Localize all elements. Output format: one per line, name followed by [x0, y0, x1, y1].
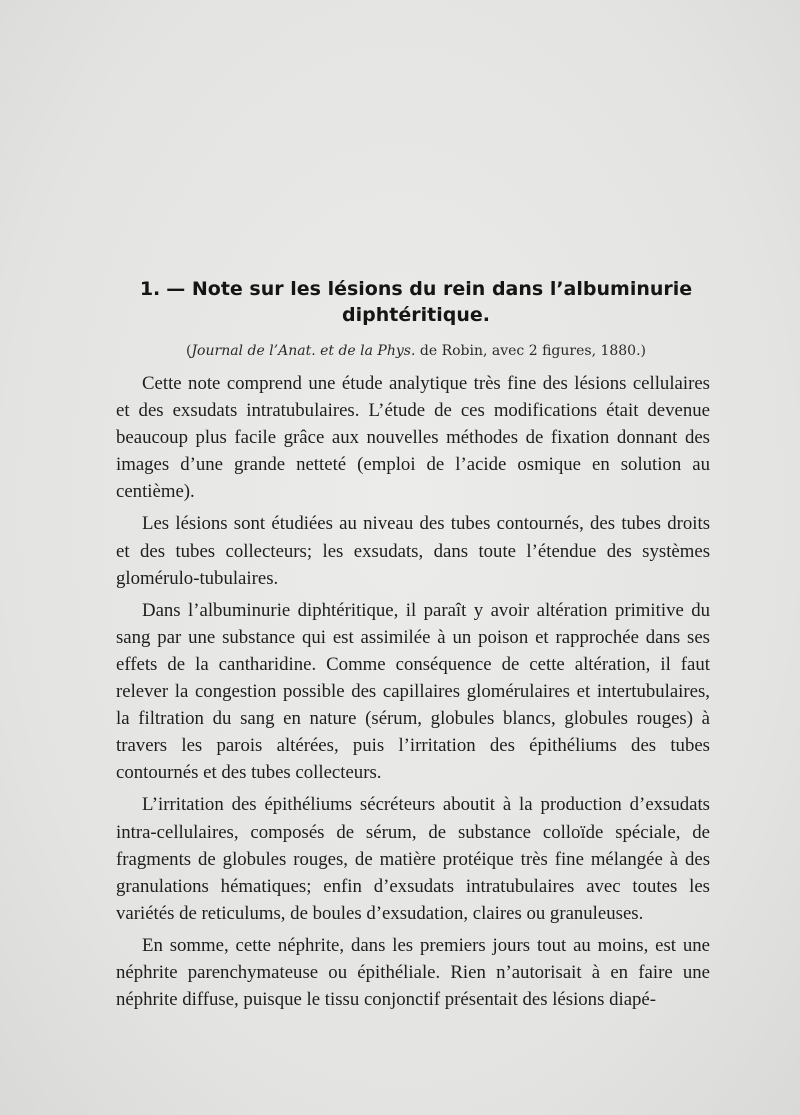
- section-heading: [116, 276, 716, 328]
- paragraph-3: Dans l’albuminurie diphtéritique, il paraît y avoir altération primitive du sang par une substance qui est assimilée à un poison et rapprochée dans ses effets de la cantharidine. Comme conséquence de cette altération, il faut relever la congestion possible des capillaires glomérulaires et intertubulaires, la filtration du sang en nature (sérum, globules blancs, globules rouges) à travers les parois altérées, puis l’irritation des épithéliums des tubes contournés et des tubes collecteurs.: [116, 599, 710, 784]
- citation-open-paren: (: [185, 343, 192, 359]
- source-citation: [116, 342, 716, 360]
- paragraph-5: En somme, cette néphrite, dans les premiers jours tout au moins, est une néphrite parenchymateuse ou épithéliale. Rien n’autorisait à en faire une néphrite diffuse, puisque le tissu conjonctif présentait des lésions diapé-: [116, 934, 710, 1011]
- section-number: 1.: [139, 278, 161, 300]
- body-text: [116, 370, 710, 1013]
- paragraph-2: Les lésions sont étudiées au niveau des tubes contournés, des tubes droits et des tubes collecteurs; les exsudats, dans toute l’étendue des systèmes glomérulo-tubulaires.: [116, 513, 710, 589]
- journal-name: Journal de l’Anat. et de la Phys.: [191, 343, 416, 359]
- paragraph-1: Cette note comprend une étude analytique très fine des lésions cellulaires et des exsudats intratubulaires. L’étude de ces modifications était devenue beaucoup plus facile grâce aux nouvelles méthodes de fixation donnant des images d’une grande netteté (emploi de l’acide osmique en solution au centième).: [116, 373, 710, 503]
- section-title: — Note sur les lésions du rein dans l’albuminurie diphtéritique.: [166, 278, 693, 326]
- paragraph-4: L’irritation des épithéliums sécréteurs aboutit à la production d’exsudats intra-cellulaires, composés de sérum, de substance colloïde spéciale, de fragments de globules rouges, de matière protéique très fine mélangée à des granulations hématiques; enfin d’exsudats intratubulaires avec toutes les variétés de reticulums, de boules d’exsudation, claires ou granuleuses.: [116, 794, 710, 924]
- citation-details: de Robin, avec 2 figures, 1880.): [415, 343, 647, 359]
